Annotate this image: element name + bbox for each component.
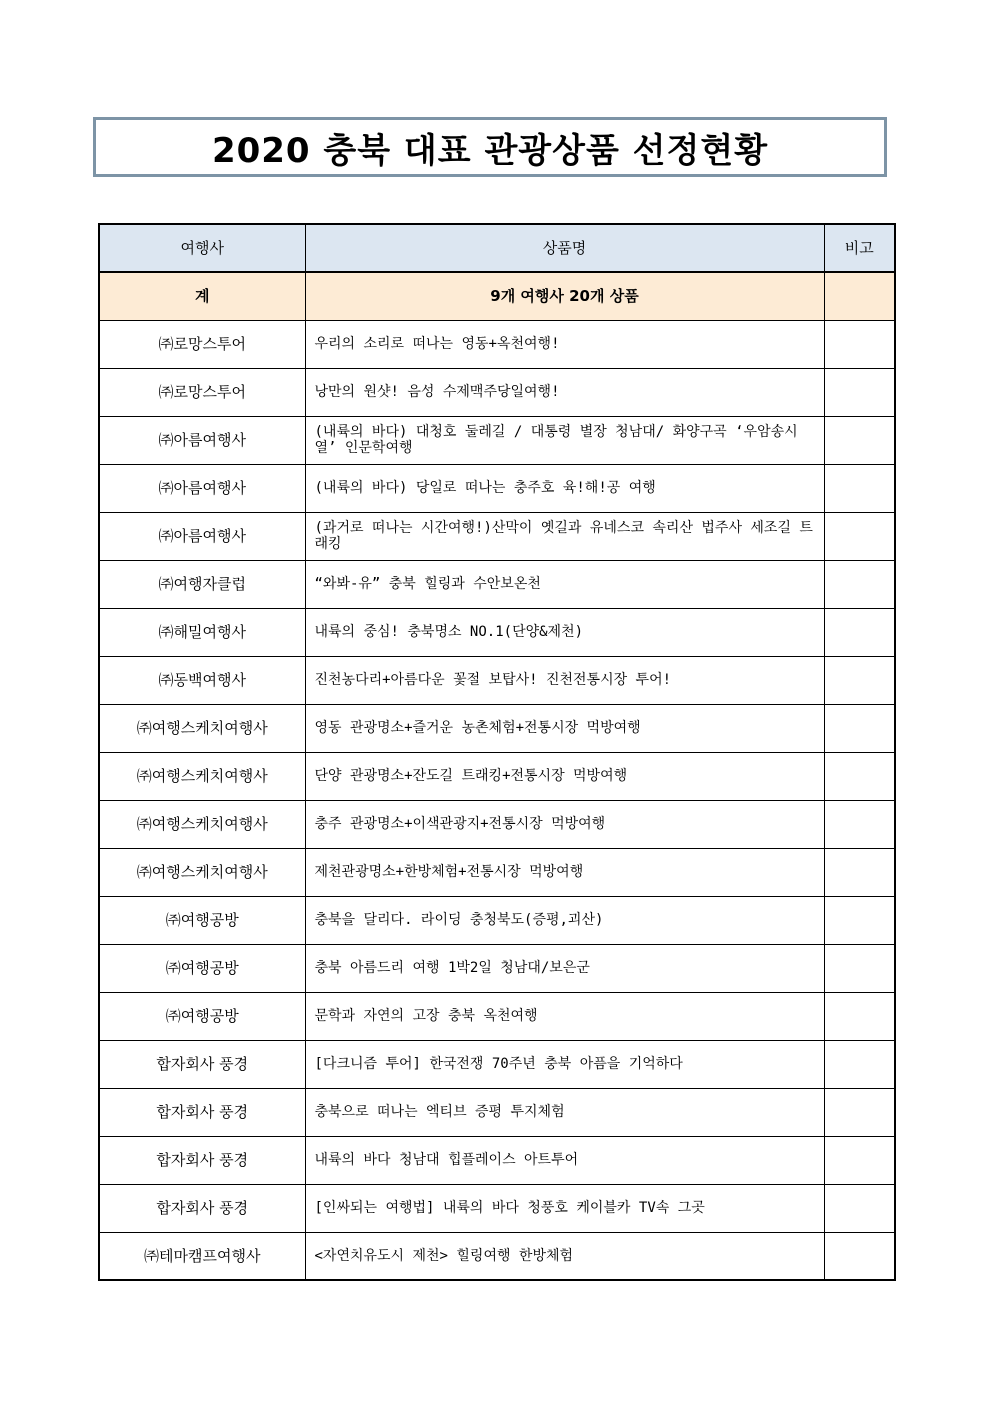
product-cell: 충북 아름드리 여행 1박2일 청남대/보은군	[305, 944, 824, 992]
note-cell	[824, 1040, 895, 1088]
agency-cell: ㈜해밀여행사	[99, 608, 305, 656]
agency-cell: ㈜여행공방	[99, 944, 305, 992]
agency-cell: ㈜아름여행사	[99, 416, 305, 464]
selection-table	[98, 223, 896, 1281]
product-cell: 내륙의 중심! 충북명소 NO.1(단양&제천)	[305, 608, 824, 656]
agency-cell: ㈜여행공방	[99, 992, 305, 1040]
total-row	[99, 272, 895, 320]
table-row	[99, 1088, 895, 1136]
table-row	[99, 608, 895, 656]
note-cell	[824, 608, 895, 656]
agency-cell: 합자회사 풍경	[99, 1040, 305, 1088]
note-cell	[824, 800, 895, 848]
product-cell: 문학과 자연의 고장 충북 옥천여행	[305, 992, 824, 1040]
note-cell	[824, 944, 895, 992]
agency-cell: ㈜여행자클럽	[99, 560, 305, 608]
agency-cell: ㈜테마캠프여행사	[99, 1232, 305, 1280]
product-cell: [인싸되는 여행법] 내륙의 바다 청풍호 케이블카 TV속 그곳	[305, 1184, 824, 1232]
table-row	[99, 320, 895, 368]
page-title: 2020 충북 대표 관광상품 선정현황	[211, 130, 769, 171]
product-cell: 충북으로 떠나는 엑티브 증평 투지체험	[305, 1088, 824, 1136]
table-row	[99, 368, 895, 416]
note-cell	[824, 416, 895, 464]
product-cell: 단양 관광명소+잔도길 트래킹+전통시장 먹방여행	[305, 752, 824, 800]
note-cell	[824, 1232, 895, 1280]
product-cell: (내륙의 바다) 당일로 떠나는 충주호 육!해!공 여행	[305, 464, 824, 512]
table-row	[99, 656, 895, 704]
table-row	[99, 848, 895, 896]
note-cell	[824, 1184, 895, 1232]
note-cell	[824, 560, 895, 608]
table-row	[99, 1040, 895, 1088]
table-row	[99, 560, 895, 608]
agency-cell: 합자회사 풍경	[99, 1184, 305, 1232]
note-cell	[824, 752, 895, 800]
total-note	[824, 272, 895, 320]
note-cell	[824, 656, 895, 704]
table-row	[99, 1232, 895, 1280]
table-row	[99, 704, 895, 752]
note-cell	[824, 1088, 895, 1136]
agency-cell: ㈜로망스투어	[99, 368, 305, 416]
product-cell: <자연치유도시 제천> 힐링여행 한방체험	[305, 1232, 824, 1280]
table-header-row	[99, 224, 895, 272]
product-cell: (내륙의 바다) 대청호 둘레길 / 대통령 별장 청남대/ 화양구곡 ‘우암송시열’ 인문학여행	[305, 416, 824, 464]
agency-cell: ㈜동백여행사	[99, 656, 305, 704]
table-row	[99, 416, 895, 464]
table-row	[99, 752, 895, 800]
header-note: 비고	[824, 224, 895, 272]
agency-cell: 합자회사 풍경	[99, 1136, 305, 1184]
product-cell: (과거로 떠나는 시간여행!)산막이 옛길과 유네스코 속리산 법주사 세조길 트래킹	[305, 512, 824, 560]
agency-cell: ㈜아름여행사	[99, 512, 305, 560]
note-cell	[824, 896, 895, 944]
total-label: 계	[99, 272, 305, 320]
agency-cell: ㈜여행스케치여행사	[99, 848, 305, 896]
agency-cell: 합자회사 풍경	[99, 1088, 305, 1136]
agency-cell: ㈜여행스케치여행사	[99, 800, 305, 848]
table-row	[99, 896, 895, 944]
note-cell	[824, 464, 895, 512]
header-agency: 여행사	[99, 224, 305, 272]
note-cell	[824, 1136, 895, 1184]
table-row	[99, 512, 895, 560]
product-cell: [다크니즘 투어] 한국전쟁 70주년 충북 아픔을 기억하다	[305, 1040, 824, 1088]
header-product: 상품명	[305, 224, 824, 272]
agency-cell: ㈜여행스케치여행사	[99, 752, 305, 800]
product-cell: 제천관광명소+한방체험+전통시장 먹방여행	[305, 848, 824, 896]
table-row	[99, 944, 895, 992]
product-cell: 충북을 달리다. 라이딩 충청북도(증평,괴산)	[305, 896, 824, 944]
agency-cell: ㈜로망스투어	[99, 320, 305, 368]
agency-cell: ㈜여행스케치여행사	[99, 704, 305, 752]
table-row	[99, 1136, 895, 1184]
table-row	[99, 992, 895, 1040]
table-row	[99, 800, 895, 848]
agency-cell: ㈜여행공방	[99, 896, 305, 944]
note-cell	[824, 368, 895, 416]
note-cell	[824, 848, 895, 896]
note-cell	[824, 992, 895, 1040]
product-cell: 영동 관광명소+즐거운 농촌체험+전통시장 먹방여행	[305, 704, 824, 752]
table-row	[99, 1184, 895, 1232]
product-cell: 내륙의 바다 청남대 힙플레이스 아트투어	[305, 1136, 824, 1184]
product-cell: 낭만의 원샷! 음성 수제맥주당일여행!	[305, 368, 824, 416]
note-cell	[824, 704, 895, 752]
title-box	[93, 117, 887, 177]
product-cell: “와봐-유” 충북 힐링과 수안보온천	[305, 560, 824, 608]
product-cell: 충주 관광명소+이색관광지+전통시장 먹방여행	[305, 800, 824, 848]
note-cell	[824, 320, 895, 368]
product-cell: 우리의 소리로 떠나는 영동+옥천여행!	[305, 320, 824, 368]
agency-cell: ㈜아름여행사	[99, 464, 305, 512]
note-cell	[824, 512, 895, 560]
total-summary: 9개 여행사 20개 상품	[305, 272, 824, 320]
product-cell: 진천농다리+아름다운 꽃절 보탑사! 진천전통시장 투어!	[305, 656, 824, 704]
table-row	[99, 464, 895, 512]
